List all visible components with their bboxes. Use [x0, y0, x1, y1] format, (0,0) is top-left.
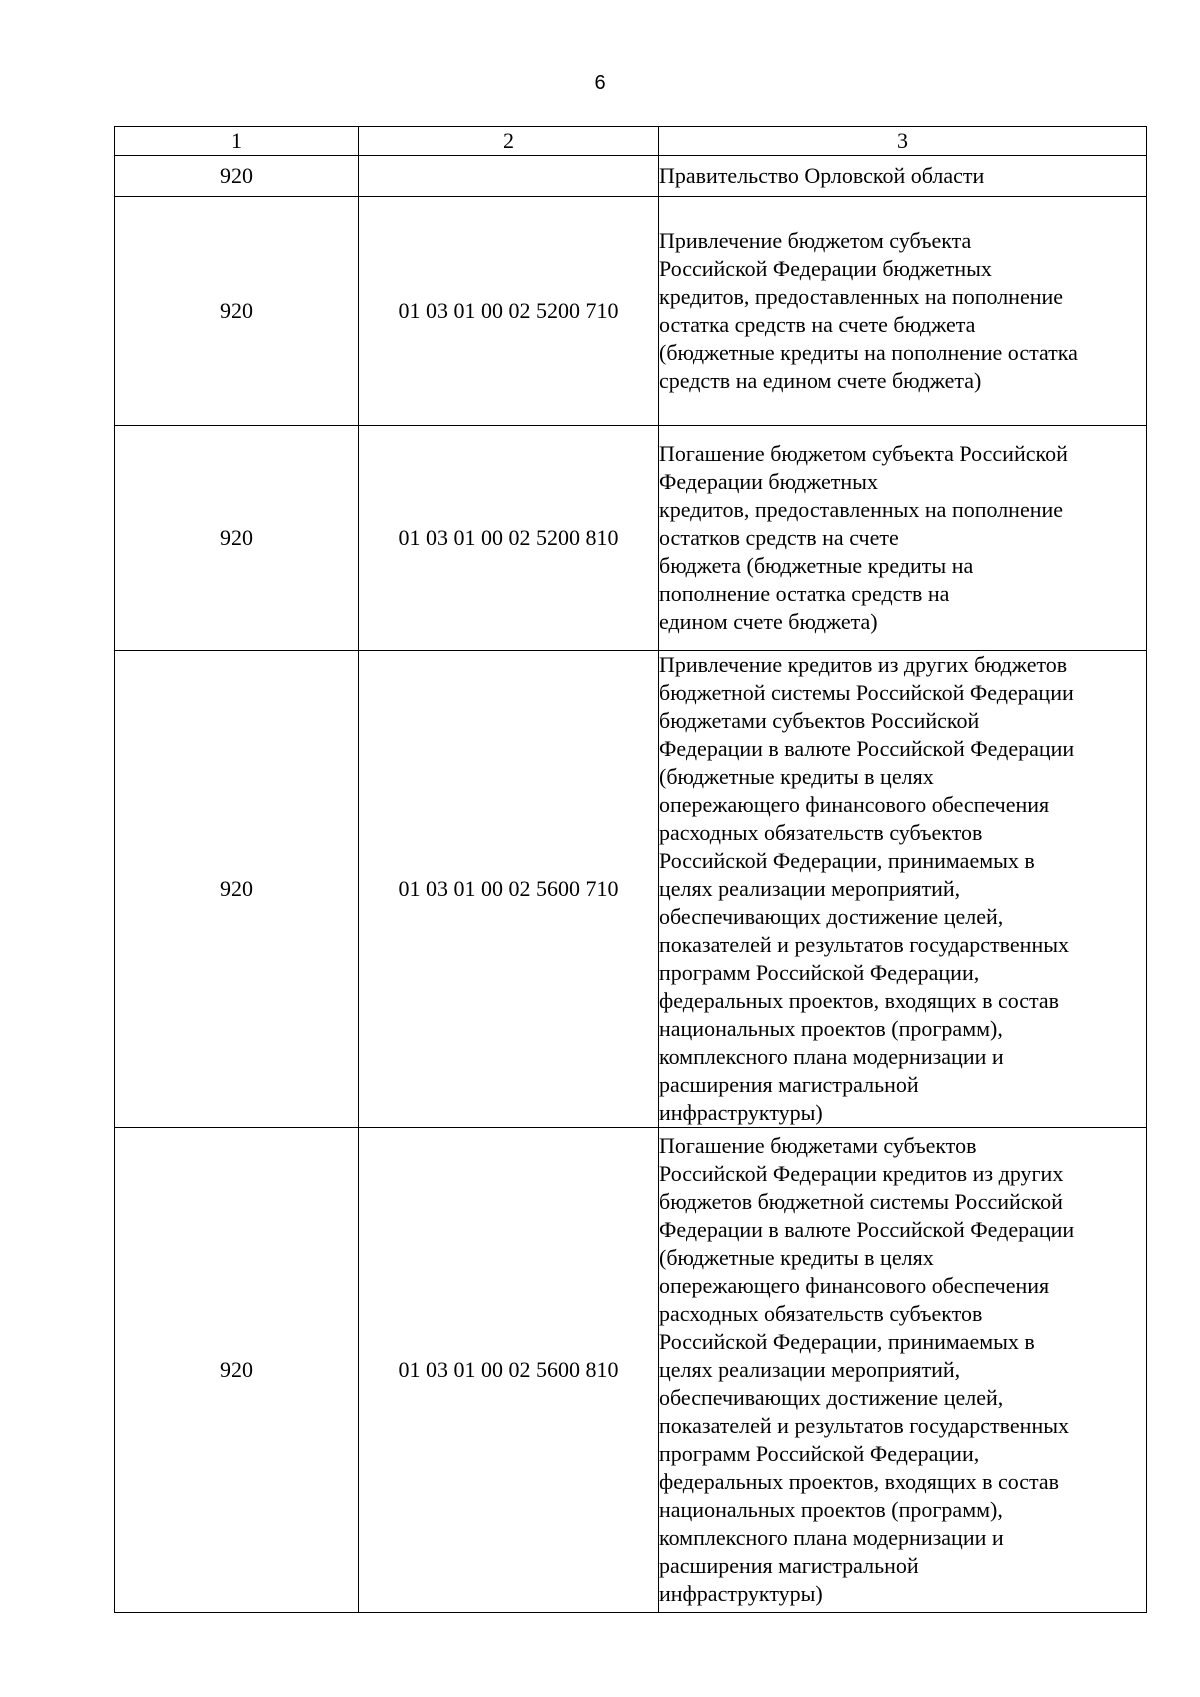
source-name-line: показателей и результатов государственных — [659, 1413, 1070, 1438]
admin-code-cell: 920 — [115, 197, 359, 426]
admin-code-cell: 920 — [115, 651, 359, 1128]
table-row — [115, 197, 1147, 426]
source-name-cell — [659, 426, 1147, 651]
source-name-line: инфраструктуры) — [659, 1581, 823, 1606]
page-number: 6 — [594, 72, 606, 94]
source-name-cell — [659, 651, 1147, 1128]
column-header-2: 2 — [359, 127, 659, 156]
source-name-line: показателей и результатов государственных — [659, 932, 1070, 957]
source-name-line: расходных обязательств субъектов — [659, 820, 983, 845]
table-row — [115, 156, 1147, 197]
source-name-cell — [659, 156, 1147, 197]
admin-code-cell: 920 — [115, 1128, 359, 1613]
source-name-line: национальных проектов (программ), — [659, 1016, 1003, 1041]
source-name-line: едином счете бюджета) — [659, 609, 878, 634]
source-name-line: опережающего финансового обеспечения — [659, 1273, 1050, 1298]
table-row — [115, 651, 1147, 1128]
source-name-cell — [659, 197, 1147, 426]
source-name-line: Погашение бюджетами субъектов — [659, 1133, 977, 1158]
source-code-cell — [359, 156, 659, 197]
source-name-line: обеспечивающих достижение целей, — [659, 1385, 1004, 1410]
source-name-line: инфраструктуры) — [659, 1100, 823, 1125]
source-name-line: Правительство Орловской области — [659, 163, 985, 188]
source-name-line: кредитов, предоставленных на пополнение — [659, 284, 1064, 309]
source-name-line: Привлечение кредитов из других бюджетов — [659, 652, 1068, 677]
table-row — [115, 1128, 1147, 1613]
source-name-line: национальных проектов (программ), — [659, 1497, 1003, 1522]
source-code-cell: 01 03 01 00 02 5600 710 — [359, 651, 659, 1128]
source-name-line: Федерации в валюте Российской Федерации — [659, 1217, 1075, 1242]
source-name-line: опережающего финансового обеспечения — [659, 792, 1050, 817]
source-code-cell: 01 03 01 00 02 5200 810 — [359, 426, 659, 651]
source-name-line: остатков средств на счете — [659, 525, 899, 550]
source-name-cell — [659, 1128, 1147, 1613]
source-name-line: Российской Федерации кредитов из других — [659, 1161, 1064, 1186]
source-name-line: Федерации в валюте Российской Федерации — [659, 736, 1075, 761]
source-name-line: расширения магистральной — [659, 1553, 919, 1578]
source-name-line: Российской Федерации бюджетных — [659, 256, 992, 281]
source-name-line: Привлечение бюджетом субъекта — [659, 228, 972, 253]
source-name-line: Погашение бюджетом субъекта Российской — [659, 441, 1068, 466]
source-name-line: бюджетной системы Российской Федерации — [659, 680, 1074, 705]
admin-code-cell: 920 — [115, 156, 359, 197]
source-name-line: комплексного плана модернизации и — [659, 1525, 1004, 1550]
source-name-line: бюджетов бюджетной системы Российской — [659, 1189, 1063, 1214]
source-name-line: бюджетами субъектов Российской — [659, 708, 980, 733]
budget-sources-table — [114, 126, 1147, 1613]
source-code-cell: 01 03 01 00 02 5200 710 — [359, 197, 659, 426]
source-name-line: остатка средств на счете бюджета — [659, 312, 976, 337]
source-name-line: средств на едином счете бюджета) — [659, 368, 982, 393]
source-name-line: федеральных проектов, входящих в состав — [659, 988, 1060, 1013]
admin-code-cell: 920 — [115, 426, 359, 651]
source-name-line: федеральных проектов, входящих в состав — [659, 1469, 1060, 1494]
source-name-line: пополнение остатка средств на — [659, 581, 950, 606]
source-name-line: целях реализации мероприятий, — [659, 1357, 961, 1382]
table-header-row — [115, 127, 1147, 156]
column-header-3: 3 — [659, 127, 1147, 156]
source-name-line: (бюджетные кредиты в целях — [659, 1245, 934, 1270]
source-name-line: обеспечивающих достижение целей, — [659, 904, 1004, 929]
source-name-line: комплексного плана модернизации и — [659, 1044, 1004, 1069]
column-header-1: 1 — [115, 127, 359, 156]
source-name-line: программ Российской Федерации, — [659, 1441, 980, 1466]
source-name-line: кредитов, предоставленных на пополнение — [659, 497, 1064, 522]
source-name-line: Российской Федерации, принимаемых в — [659, 848, 1035, 873]
table-row — [115, 426, 1147, 651]
source-name-line: расходных обязательств субъектов — [659, 1301, 983, 1326]
source-name-line: программ Российской Федерации, — [659, 960, 980, 985]
source-name-line: Российской Федерации, принимаемых в — [659, 1329, 1035, 1354]
source-name-line: бюджета (бюджетные кредиты на — [659, 553, 974, 578]
source-name-line: расширения магистральной — [659, 1072, 919, 1097]
source-code-cell: 01 03 01 00 02 5600 810 — [359, 1128, 659, 1613]
source-name-line: (бюджетные кредиты в целях — [659, 764, 934, 789]
source-name-line: целях реализации мероприятий, — [659, 876, 961, 901]
source-name-line: Федерации бюджетных — [659, 469, 878, 494]
source-name-line: (бюджетные кредиты на пополнение остатка — [659, 340, 1078, 365]
